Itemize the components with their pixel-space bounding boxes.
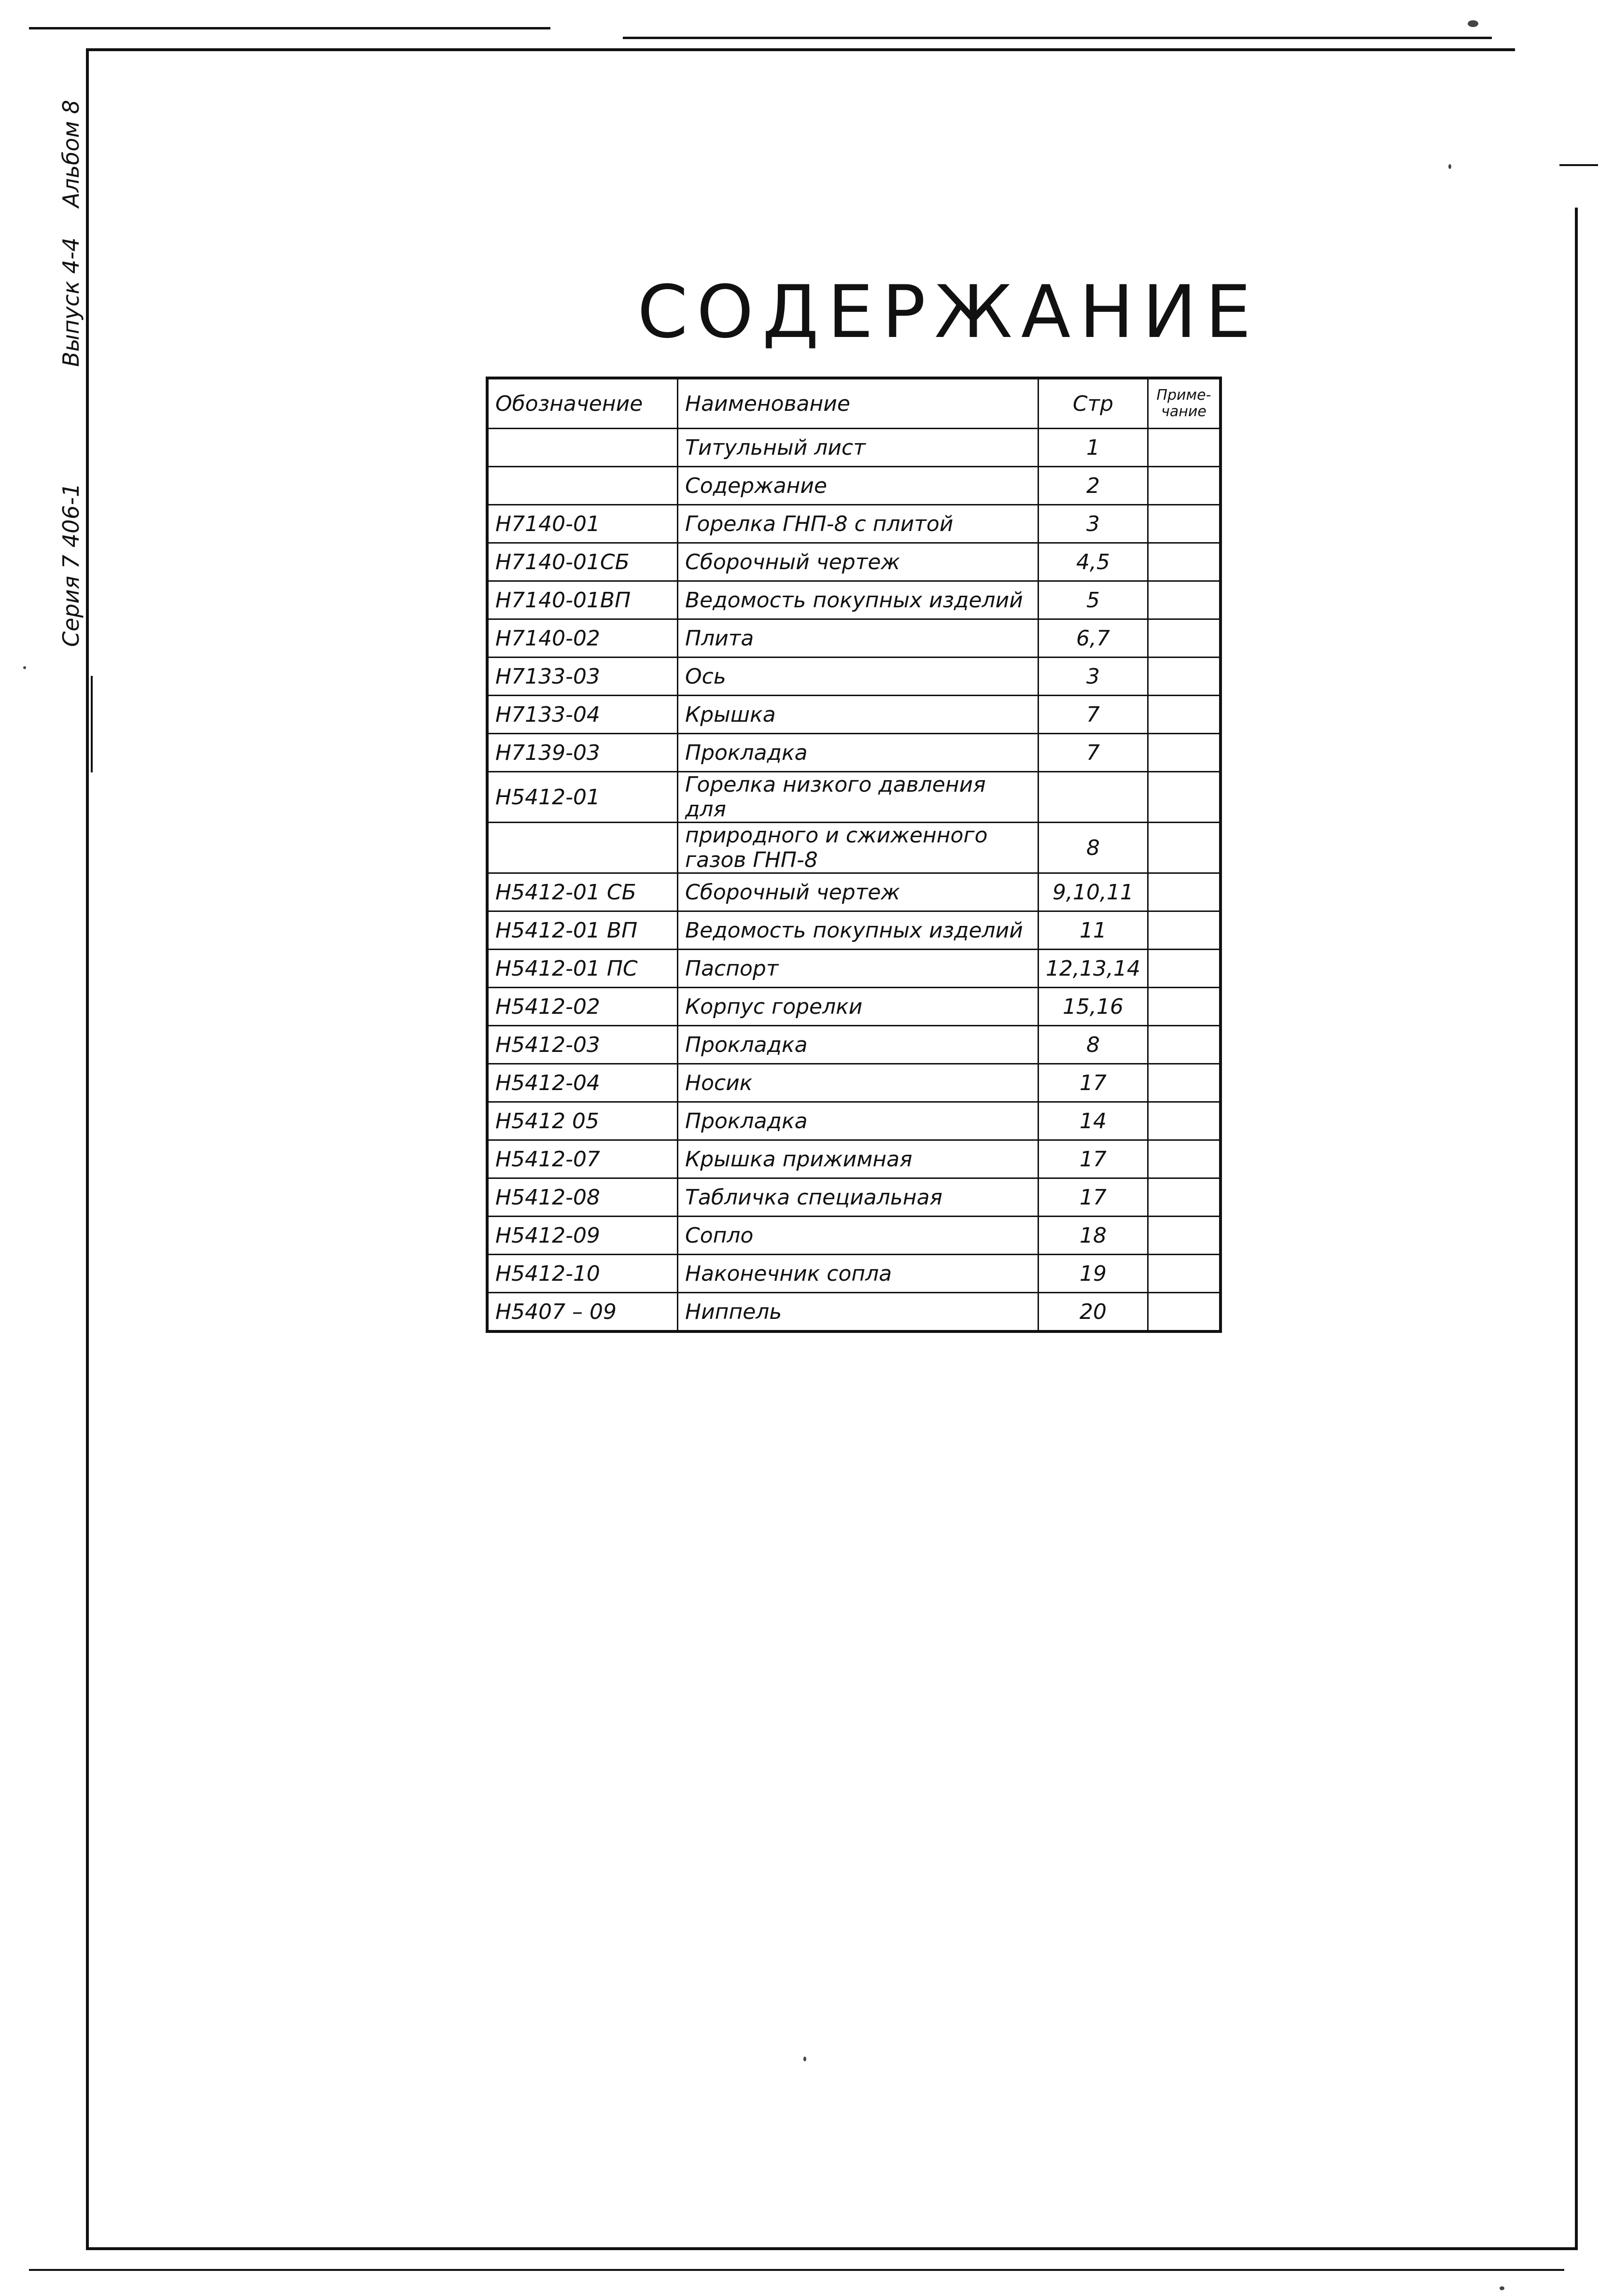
designation-cell: Н7140-01ВП [487,581,678,619]
note-cell [1148,581,1221,619]
scan-speck [803,2057,806,2061]
page-cell: 17 [1039,1064,1148,1102]
designation-cell: Н5412-01 ВП [487,911,678,950]
table-row [487,1102,1221,1140]
designation-cell: Н5412-01 СБ [487,873,678,911]
page-cell: 9,10,11 [1039,873,1148,911]
name-cell: Ось [678,658,1039,696]
frame-left-border [86,48,89,2250]
designation-cell: Н5412-10 [487,1255,678,1293]
designation-cell [487,823,678,873]
designation-cell: Н5412-09 [487,1217,678,1255]
designation-cell: Н5407 – 09 [487,1293,678,1332]
note-cell [1148,467,1221,505]
note-cell [1148,1064,1221,1102]
note-cell [1148,543,1221,581]
table-row [487,1140,1221,1178]
table-row [487,429,1221,467]
header-name: Наименование [678,378,1039,429]
page-cell: 11 [1039,911,1148,950]
page-cell: 2 [1039,467,1148,505]
name-cell: Паспорт [678,950,1039,988]
frame-top-border [86,48,1515,51]
name-cell: Прокладка [678,734,1039,772]
frame-top-line-right [623,37,1492,39]
header-designation: Обозначение [487,378,678,429]
note-cell [1148,734,1221,772]
name-cell: Табличка специальная [678,1178,1039,1217]
name-cell: Содержание [678,467,1039,505]
table-row [487,873,1221,911]
designation-cell: Н7139-03 [487,734,678,772]
contents-table [486,377,1222,1333]
note-cell [1148,1217,1221,1255]
table-row [487,505,1221,543]
name-cell: Корпус горелки [678,988,1039,1026]
side-stamp-issue: Выпуск 4-4 [58,237,84,367]
note-cell [1148,988,1221,1026]
page-cell: 7 [1039,734,1148,772]
designation-cell: Н7140-02 [487,619,678,658]
page-cell: 15,16 [1039,988,1148,1026]
name-cell: Ведомость покупных изделий [678,581,1039,619]
name-cell: Ниппель [678,1293,1039,1332]
name-cell: Крышка [678,696,1039,734]
frame-bottom-border [86,2247,1578,2250]
page-cell: 3 [1039,658,1148,696]
designation-cell: Н7133-03 [487,658,678,696]
name-cell: Сопло [678,1217,1039,1255]
name-cell: Сборочный чертеж [678,873,1039,911]
header-note: Приме-чание [1148,378,1221,429]
note-cell [1148,772,1221,823]
name-cell: Плита [678,619,1039,658]
side-stamp-series: Серия 7 406-1 [58,483,84,647]
table-row [487,911,1221,950]
note-cell [1148,505,1221,543]
page-cell: 1 [1039,429,1148,467]
name-cell: Прокладка [678,1026,1039,1064]
table-row [487,581,1221,619]
note-cell [1148,823,1221,873]
table-row [487,1178,1221,1217]
frame-top-line-left [29,27,550,29]
header-page: Стр [1039,378,1148,429]
designation-cell [487,429,678,467]
page-cell: 14 [1039,1102,1148,1140]
table-row [487,1026,1221,1064]
designation-cell: Н5412-08 [487,1178,678,1217]
table-row [487,1217,1221,1255]
page-cell: 12,13,14 [1039,950,1148,988]
page-cell: 6,7 [1039,619,1148,658]
name-cell: Носик [678,1064,1039,1102]
name-cell: Прокладка [678,1102,1039,1140]
page-cell: 4,5 [1039,543,1148,581]
table-row [487,950,1221,988]
frame-right-tick [1559,164,1598,166]
name-cell: Сборочный чертеж [678,543,1039,581]
note-cell [1148,1140,1221,1178]
name-cell: Наконечник сопла [678,1255,1039,1293]
designation-cell: Н5412 05 [487,1102,678,1140]
page-cell: 18 [1039,1217,1148,1255]
page-cell [1039,772,1148,823]
note-cell [1148,911,1221,950]
table-header-row [487,378,1221,429]
name-cell: Титульный лист [678,429,1039,467]
designation-cell: Н5412-01 [487,772,678,823]
designation-cell: Н7140-01 [487,505,678,543]
note-cell [1148,1255,1221,1293]
designation-cell: Н5412-02 [487,988,678,1026]
note-cell [1148,1293,1221,1332]
table-row [487,772,1221,823]
table-row [487,1255,1221,1293]
designation-cell: Н5412-04 [487,1064,678,1102]
table-row [487,988,1221,1026]
scan-speck [1448,164,1451,169]
note-cell [1148,1026,1221,1064]
page-cell: 17 [1039,1140,1148,1178]
name-cell: природного и сжиженного газов ГНП-8 [678,823,1039,873]
designation-cell: Н7133-04 [487,696,678,734]
table-row [487,1293,1221,1332]
designation-cell: Н7140-01СБ [487,543,678,581]
table-row [487,658,1221,696]
name-cell: Крышка прижимная [678,1140,1039,1178]
designation-cell: Н5412-07 [487,1140,678,1178]
name-cell: Ведомость покупных изделий [678,911,1039,950]
page-cell: 20 [1039,1293,1148,1332]
name-cell: Горелка ГНП-8 с плитой [678,505,1039,543]
page-cell: 17 [1039,1178,1148,1217]
note-cell [1148,873,1221,911]
table-row [487,619,1221,658]
table-row [487,467,1221,505]
scan-speck [1468,20,1478,27]
table-body [487,429,1221,1332]
scan-speck [1500,2286,1504,2290]
page-title: СОДЕРЖАНИЕ [637,270,1260,354]
note-cell [1148,696,1221,734]
frame-right-border [1575,208,1578,2250]
scan-speck [23,666,26,669]
page-cell: 3 [1039,505,1148,543]
note-cell [1148,429,1221,467]
designation-cell: Н5412-03 [487,1026,678,1064]
table-row [487,823,1221,873]
table-row [487,696,1221,734]
page-cell: 19 [1039,1255,1148,1293]
page-cell: 7 [1039,696,1148,734]
table-row [487,543,1221,581]
name-cell: Горелка низкого давления для [678,772,1039,823]
page-cell: 8 [1039,1026,1148,1064]
designation-cell [487,467,678,505]
note-cell [1148,950,1221,988]
table-row [487,734,1221,772]
note-cell [1148,1178,1221,1217]
designation-cell: Н5412-01 ПС [487,950,678,988]
note-cell [1148,619,1221,658]
page-cell: 8 [1039,823,1148,873]
page-cell: 5 [1039,581,1148,619]
note-cell [1148,658,1221,696]
side-stamp-album: Альбом 8 [58,99,84,208]
frame-bottom-outer-line [29,2269,1564,2271]
note-cell [1148,1102,1221,1140]
table-row [487,1064,1221,1102]
side-stamp-divider [91,676,93,772]
